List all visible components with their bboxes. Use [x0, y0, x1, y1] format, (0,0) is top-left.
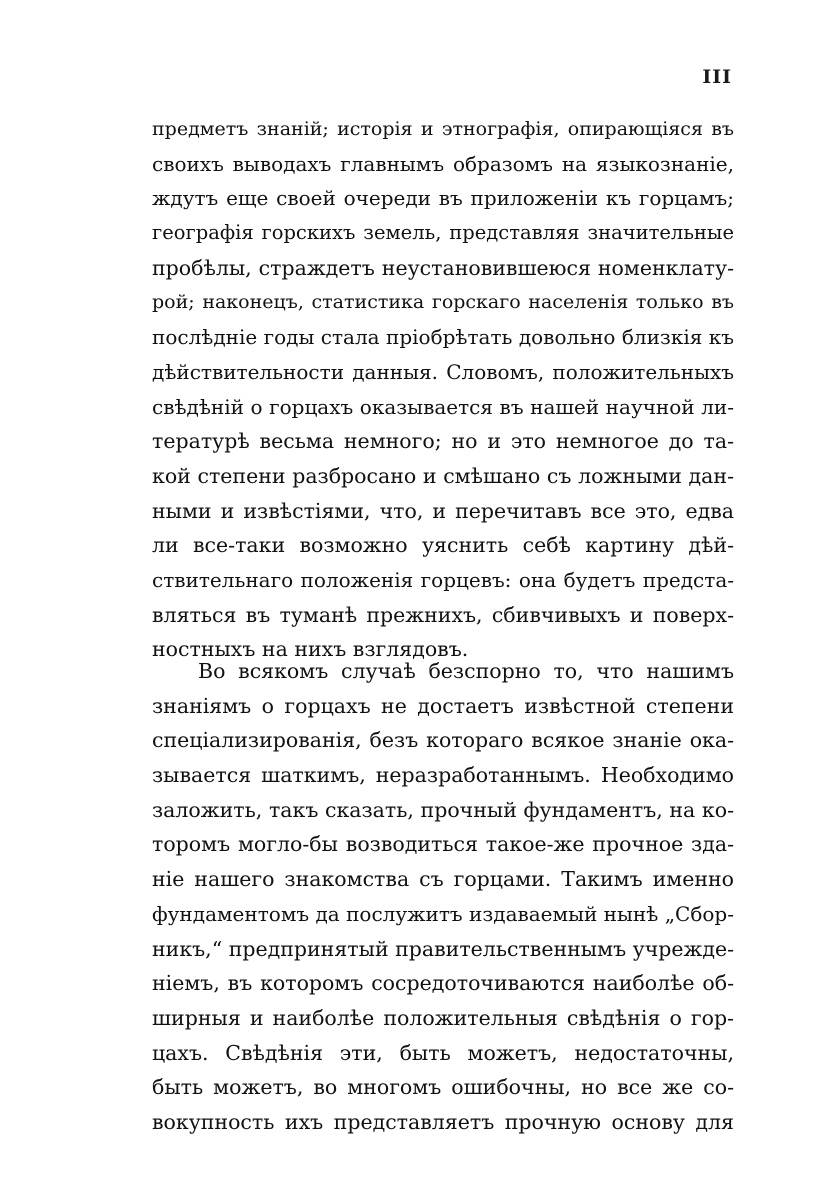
text-line: фундаментомъ да послужитъ издаваемый нынѣ „Сбор-	[152, 901, 734, 926]
text-line: ными и извѣстіями, что, и перечитавъ все это, едва	[152, 498, 734, 523]
text-line: ширныя и наиболѣе положительныя свѣдѣнія о гор-	[152, 1005, 734, 1030]
text-line: своихъ выводахъ главнымъ образомъ на языкознаніе,	[152, 151, 734, 176]
text-line: зывается шаткимъ, неразработаннымъ. Необходимо	[152, 763, 734, 788]
text-line: заложить, такъ сказать, прочный фундаментъ, на ко-	[152, 797, 734, 822]
text-line: предметъ знаній; исторія и этнографія, опирающіяся въ	[152, 118, 734, 140]
text-line: свѣдѣній о горцахъ оказывается въ нашей научной ли-	[152, 394, 734, 419]
text-line: знаніямъ о горцахъ не достаетъ извѣстной степени	[152, 693, 734, 718]
text-line: ствительнаго положенія горцевъ: она будетъ предста-	[152, 567, 734, 592]
text-line: ніе нашего знакомства съ горцами. Такимъ именно	[152, 867, 734, 892]
text-line: кой степени разбросано и смѣшано съ ложными дан-	[152, 463, 734, 488]
text-line: Во всякомъ случаѣ безспорно то, что нашимъ	[198, 659, 734, 683]
text-line: географія горскихъ земель, представляя значительные	[152, 221, 734, 245]
text-line: ли все-таки возможно уяснить себѣ картину дѣй-	[152, 533, 734, 558]
text-line: цахъ. Свѣдѣнія эти, быть можетъ, недостаточны,	[152, 1040, 734, 1065]
text-line: спеціализированія, безъ котораго всякое знаніе ока-	[152, 728, 734, 753]
text-line: послѣдніе годы стала пріобрѣтать довольно близкія къ	[152, 325, 734, 350]
text-line: торомъ могло-бы возводиться такое-же прочное зда-	[152, 832, 734, 857]
text-line: тературѣ весьма немного; но и это немногое до та-	[152, 429, 734, 454]
paragraph-2	[152, 654, 734, 1140]
text-line: быть можетъ, во многомъ ошибочны, но все же со-	[152, 1075, 734, 1100]
text-line: рой; наконецъ, статистика горскаго населенія только въ	[152, 291, 734, 314]
text-line: ностныхъ на нихъ взглядовъ.	[152, 637, 469, 662]
text-line: дѣйствительности данныя. Словомъ, положительныхъ	[152, 359, 734, 384]
text-line: пробѣлы, страждетъ неустановившеюся номенклату-	[152, 255, 734, 280]
page-number: III	[702, 66, 732, 88]
text-line: ждутъ еще своей очереди въ приложеніи къ горцамъ;	[152, 186, 734, 211]
text-line: никъ,“ предпринятый правительственнымъ учрежде-	[152, 936, 734, 961]
paragraph-1	[152, 112, 734, 667]
text-line: ніемъ, въ которомъ сосредоточиваются наиболѣе об-	[152, 971, 734, 996]
text-line: вокупность ихъ представляетъ прочную основу для	[152, 1109, 734, 1134]
text-line: вляться въ туманѣ прежнихъ, сбивчивыхъ и поверх-	[152, 602, 734, 627]
